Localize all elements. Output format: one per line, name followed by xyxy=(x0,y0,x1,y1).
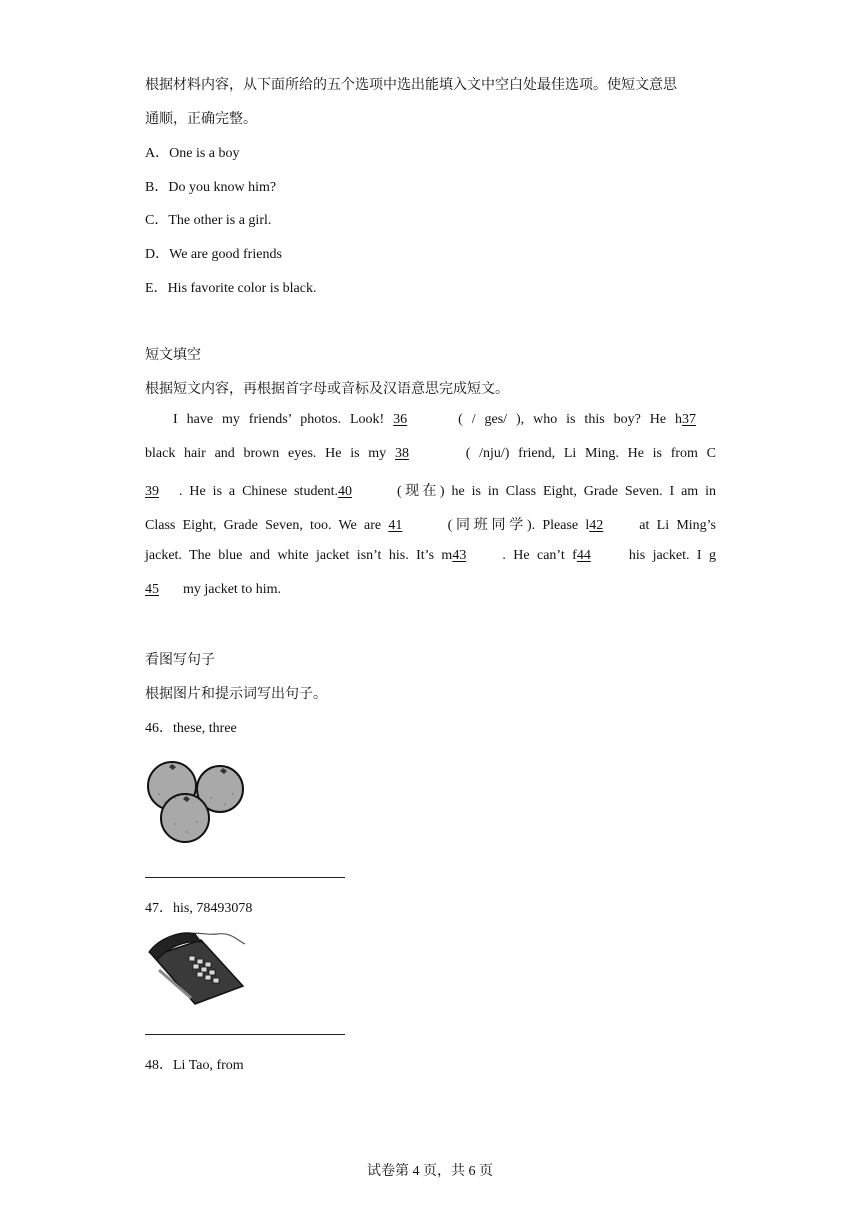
oranges-icon xyxy=(145,754,249,846)
matching-instruction-line2: 通顺，正确完整。 xyxy=(145,112,257,127)
cloze-line-3: 39 . He is a Chinese student.40 (现在) he is in Class Eight, Grade Seven. I am in xyxy=(145,484,717,499)
blank-40[interactable]: 40 xyxy=(338,484,353,499)
blank-38[interactable]: 38 xyxy=(394,446,409,461)
blank-42[interactable]: 42 xyxy=(589,518,604,533)
matching-instruction-line1: 根据材料内容，从下面所给的五个选项中选出能填入文中空白处最佳选项。使短文意思 xyxy=(145,78,677,93)
question-46: 46．these, three xyxy=(145,721,237,736)
blank-44[interactable]: 44 xyxy=(576,548,591,563)
cloze-line-2: black hair and brown eyes. He is my 38 ( /nju/) friend, Li Ming. He is from C xyxy=(145,446,717,461)
blank-36[interactable]: 36 xyxy=(393,412,408,427)
blank-41[interactable]: 41 xyxy=(388,518,403,533)
cloze-instruction: 根据短文内容，再根据首字母或音标及汉语意思完成短文。 xyxy=(145,382,509,397)
option-a: A．One is a boy xyxy=(145,146,240,161)
cloze-title: 短文填空 xyxy=(145,348,201,363)
option-c: C．The other is a girl. xyxy=(145,213,272,228)
blank-37[interactable]: 37 xyxy=(682,412,697,427)
cloze-line-1: I have my friends’ photos. Look! 36 ( / ges/ ), who is this boy? He h37 xyxy=(145,412,716,428)
answer-line-47[interactable] xyxy=(145,1034,345,1035)
option-d: D．We are good friends xyxy=(145,247,282,262)
picture-title: 看图写句子 xyxy=(145,653,215,668)
option-e: E．His favorite color is black. xyxy=(145,281,317,296)
option-b: B．Do you know him? xyxy=(145,180,277,195)
blank-45[interactable]: 45 xyxy=(145,582,159,597)
page-footer: 试卷第 4 页，共 6 页 xyxy=(367,1164,493,1179)
cloze-line-6: 45 my jacket to him. xyxy=(145,582,281,597)
blank-39[interactable]: 39 xyxy=(145,484,159,499)
blank-43[interactable]: 43 xyxy=(452,548,467,563)
cloze-line-5: jacket. The blue and white jacket isn’t his. It’s m43 . He can’t f44 his jacket. I g xyxy=(145,548,716,563)
picture-instruction: 根据图片和提示词写出句子。 xyxy=(145,687,327,702)
question-48: 48．Li Tao, from xyxy=(145,1058,244,1073)
answer-line-46[interactable] xyxy=(145,877,345,878)
telephone-icon xyxy=(145,926,249,1008)
cloze-line-4: Class Eight, Grade Seven, too. We are 41 (同班同学). Please l42 at Li Ming’s xyxy=(145,518,717,533)
question-47: 47．his, 78493078 xyxy=(145,901,253,916)
